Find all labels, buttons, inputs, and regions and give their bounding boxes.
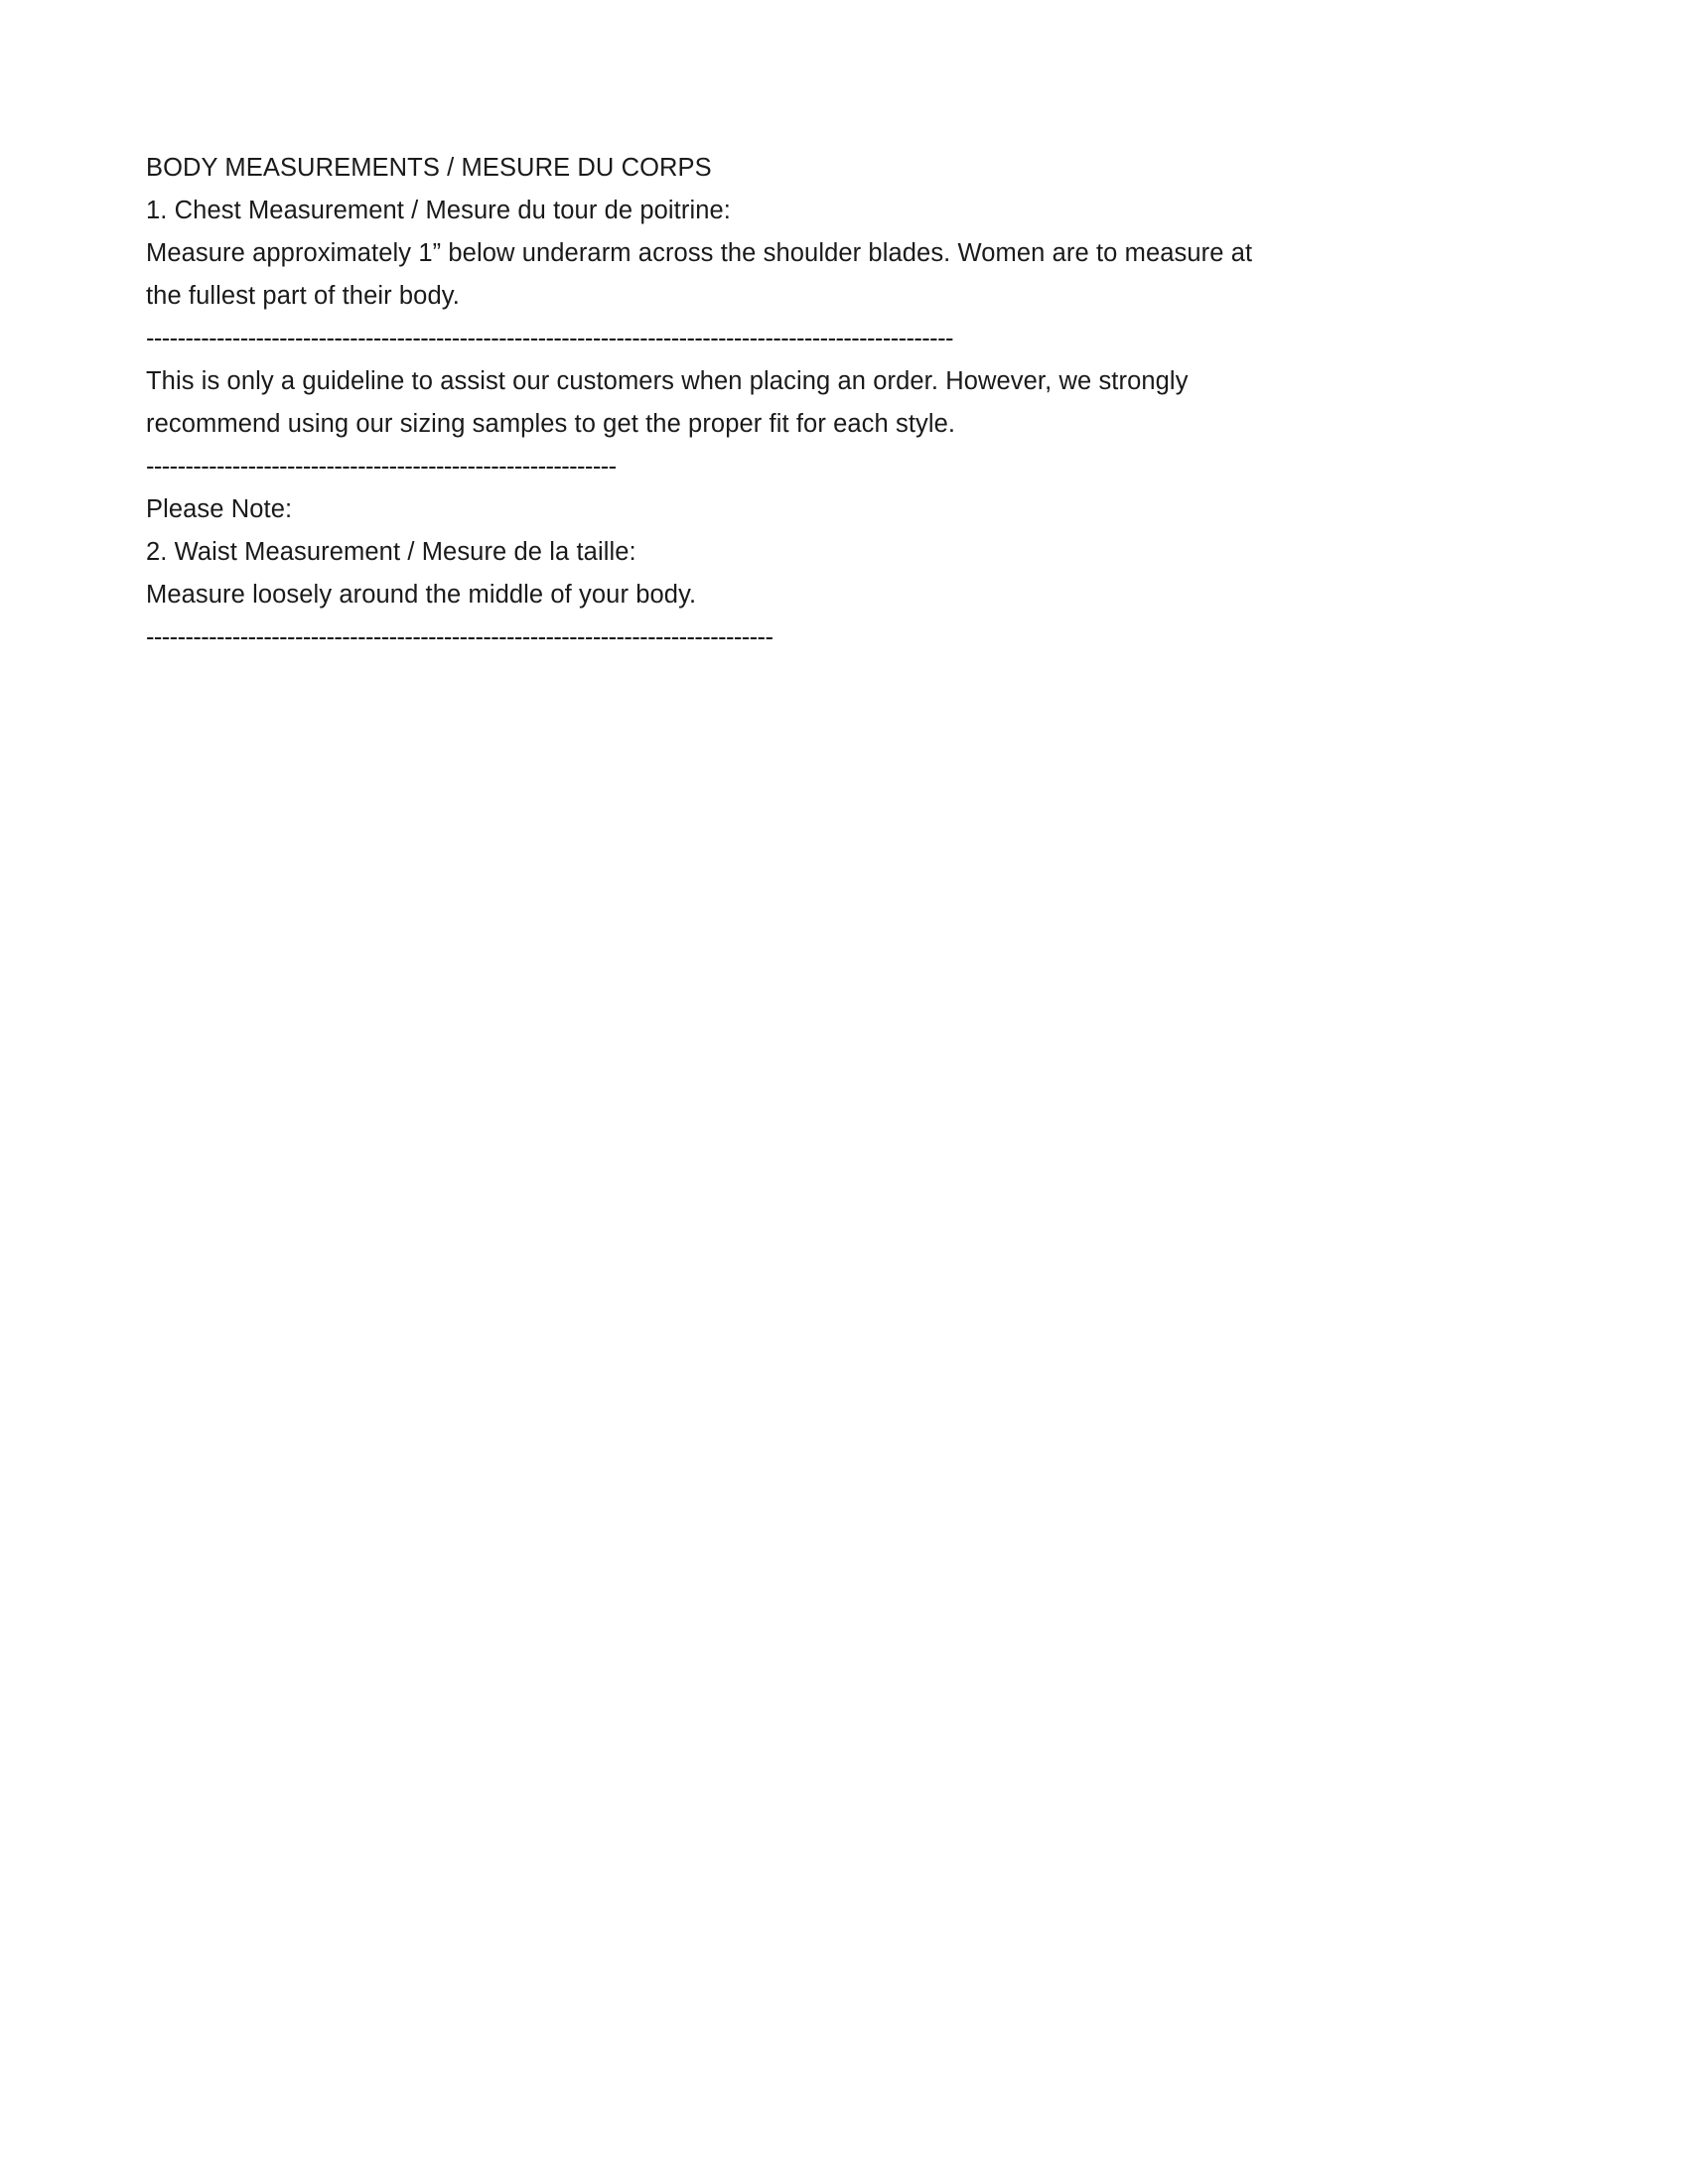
chest-measurement-instructions: Measure approximately 1” below underarm across the shoulder blades. Women are to measure at the fullest part of their body. [146,239,1253,310]
chest-measurement-label: 1. Chest Measurement / Mesure du tour de poitrine: [146,197,731,224]
waist-measurement-instructions: Measure loosely around the middle of your body. [146,581,697,609]
divider-1: ------------------------------------------------------------------------------------------------------- [146,325,953,352]
page-title: BODY MEASUREMENTS / MESURE DU CORPS [146,154,712,182]
divider-2: ------------------------------------------------------------ [146,453,617,480]
waist-measurement-label: 2. Waist Measurement / Mesure de la taille: [146,538,636,566]
divider-3: -------------------------------------------------------------------------------- [146,623,774,651]
please-note-label: Please Note: [146,495,293,523]
document-body [146,147,1457,659]
guideline-note: This is only a guideline to assist our customers when placing an order. However, we strongly recommend using our sizing samples to get the proper fit for each style. [146,367,1189,438]
